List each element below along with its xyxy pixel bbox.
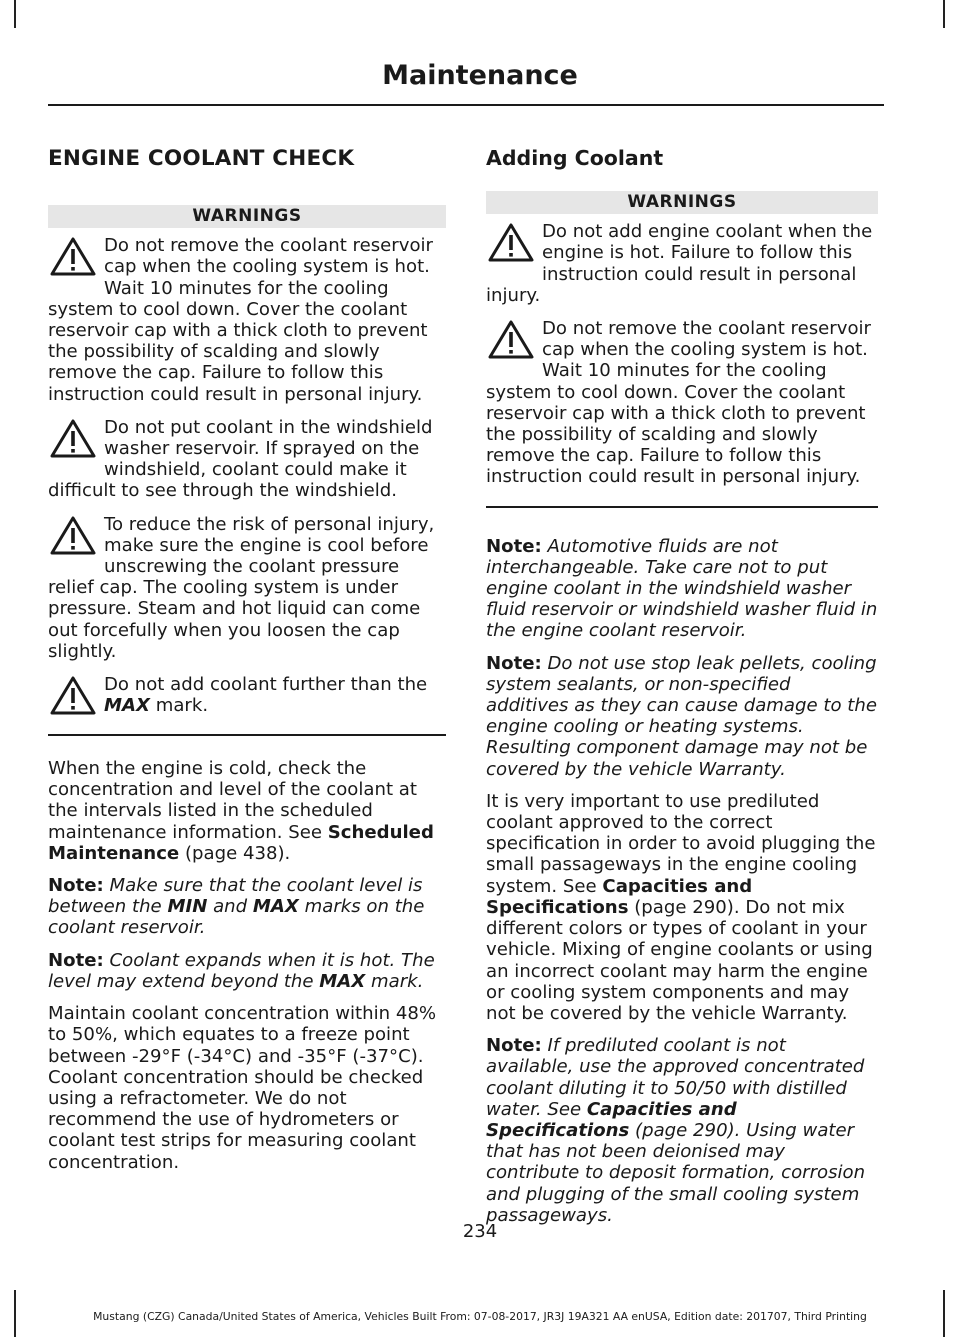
subsection-heading: Adding Coolant	[486, 146, 664, 170]
warning-text: Do not add coolant further than the MAX mark.	[104, 674, 428, 717]
section-heading: ENGINE COOLANT CHECK	[48, 146, 355, 171]
page-header-title: Maintenance	[382, 60, 578, 91]
warning-item	[48, 514, 446, 662]
warning-triangle-icon	[48, 515, 98, 557]
warning-text: Do not put coolant in the windshield washer reservoir. If sprayed on the windshield, coolant could make it difficult to see through the windshield.	[48, 416, 433, 502]
warning-item	[48, 417, 446, 502]
body-paragraph: It is very important to use prediluted coolant approved to the correct specification in order to avoid plugging the small passageways in the engine cooling system. See Capacities and Specifications (page 290). Do not mix different colors or types of coolant in your vehicle. Mixing of engine coolants or using an incorrect coolant may harm the engine or cooling system components and may not be covered by the vehicle Warranty.	[486, 790, 876, 1024]
warning-text: To reduce the risk of personal injury, make sure the engine is cool before unscrewing the coolant pressure relief cap. The cooling system is under pressure. Steam and hot liquid can come out forcefully when you loosen the cap slightly.	[48, 513, 435, 662]
warning-triangle-icon	[48, 418, 98, 460]
warning-item	[486, 318, 878, 488]
warnings-bar: WARNINGS	[48, 205, 446, 228]
cross-reference-link[interactable]: Capacities and Specifications	[486, 875, 753, 918]
left-column	[48, 140, 446, 1184]
page-number: 234	[462, 1221, 498, 1242]
warnings-bar: WARNINGS	[486, 191, 878, 214]
crop-mark	[14, 0, 16, 28]
warning-text: Do not remove the coolant reservoir cap when the cooling system is hot. Wait 10 minutes for the cooling system to cool down. Cover the coolant reservoir cap with a thick cloth to prevent the possibility of scalding and slowly remove the cap. Failure to follow this instruction could result in personal injury.	[48, 235, 433, 405]
warning-triangle-icon	[48, 236, 98, 278]
footer-text: Mustang (CZG) Canada/United States of America, Vehicles Built From: 07-08-2017, JR3J 19A321 AA enUSA, Edition date: 201707, Third Printing	[93, 1310, 867, 1323]
note-paragraph: Note: Do not use stop leak pellets, cooling system sealants, or non-specified additives as they can cause damage to the engine cooling or heating systems. Resulting component damage may not be covered by the vehicle Warranty.	[486, 652, 877, 780]
warning-text: Do not add engine coolant when the engine is hot. Failure to follow this instruction could result in personal injury.	[486, 221, 873, 306]
right-column	[486, 140, 878, 1237]
warning-item	[48, 235, 446, 405]
note-paragraph: Note: Automotive fluids are not interchangeable. Take care not to put engine coolant in the windshield washer fluid reservoir or windshield washer fluid in the engine coolant reservoir.	[486, 535, 878, 642]
note-paragraph: Note: Coolant expands when it is hot. The level may extend beyond the MAX mark.	[48, 949, 435, 992]
warning-item	[48, 674, 446, 717]
warning-triangle-icon	[486, 222, 536, 264]
note-paragraph: Note: Make sure that the coolant level is between the MIN and MAX marks on the coolant reservoir.	[48, 875, 425, 939]
warning-triangle-icon	[486, 319, 536, 361]
body-paragraph: Maintain coolant concentration within 48% to 50%, which equates to a freeze point between -29°F (-34°C) and -35°F (-37°C). Coolant concentration should be checked using a refractometer. We do not recommend the use of hydrometers or coolant test strips for measuring coolant concentration.	[48, 1003, 437, 1173]
body-paragraph: When the engine is cold, check the concentration and level of the coolant at the intervals listed in the scheduled maintenance information. See Scheduled Maintenance (page 438).	[48, 758, 434, 864]
cross-reference-link[interactable]: Capacities and Specifications	[486, 1098, 737, 1141]
cross-reference-link[interactable]: Scheduled Maintenance	[48, 821, 434, 864]
header-rule	[48, 104, 884, 106]
warning-triangle-icon	[48, 675, 98, 717]
warning-item	[486, 221, 878, 306]
crop-mark	[943, 0, 945, 28]
section-rule	[48, 734, 446, 736]
section-rule	[486, 506, 878, 508]
warning-text: Do not remove the coolant reservoir cap when the cooling system is hot. Wait 10 minutes for the cooling system to cool down. Cover the coolant reservoir cap with a thick cloth to prevent the possibility of scalding and slowly remove the cap. Failure to follow this instruction could result in personal injury.	[486, 318, 871, 488]
note-paragraph: Note: If prediluted coolant is not available, use the approved concentrated coolant diluting it to 50/50 with distilled water. See Capacities and Specifications (page 290). Using water that has not been deionised may contribute to deposit formation, corrosion and plugging of the small cooling system passageways.	[486, 1035, 866, 1226]
